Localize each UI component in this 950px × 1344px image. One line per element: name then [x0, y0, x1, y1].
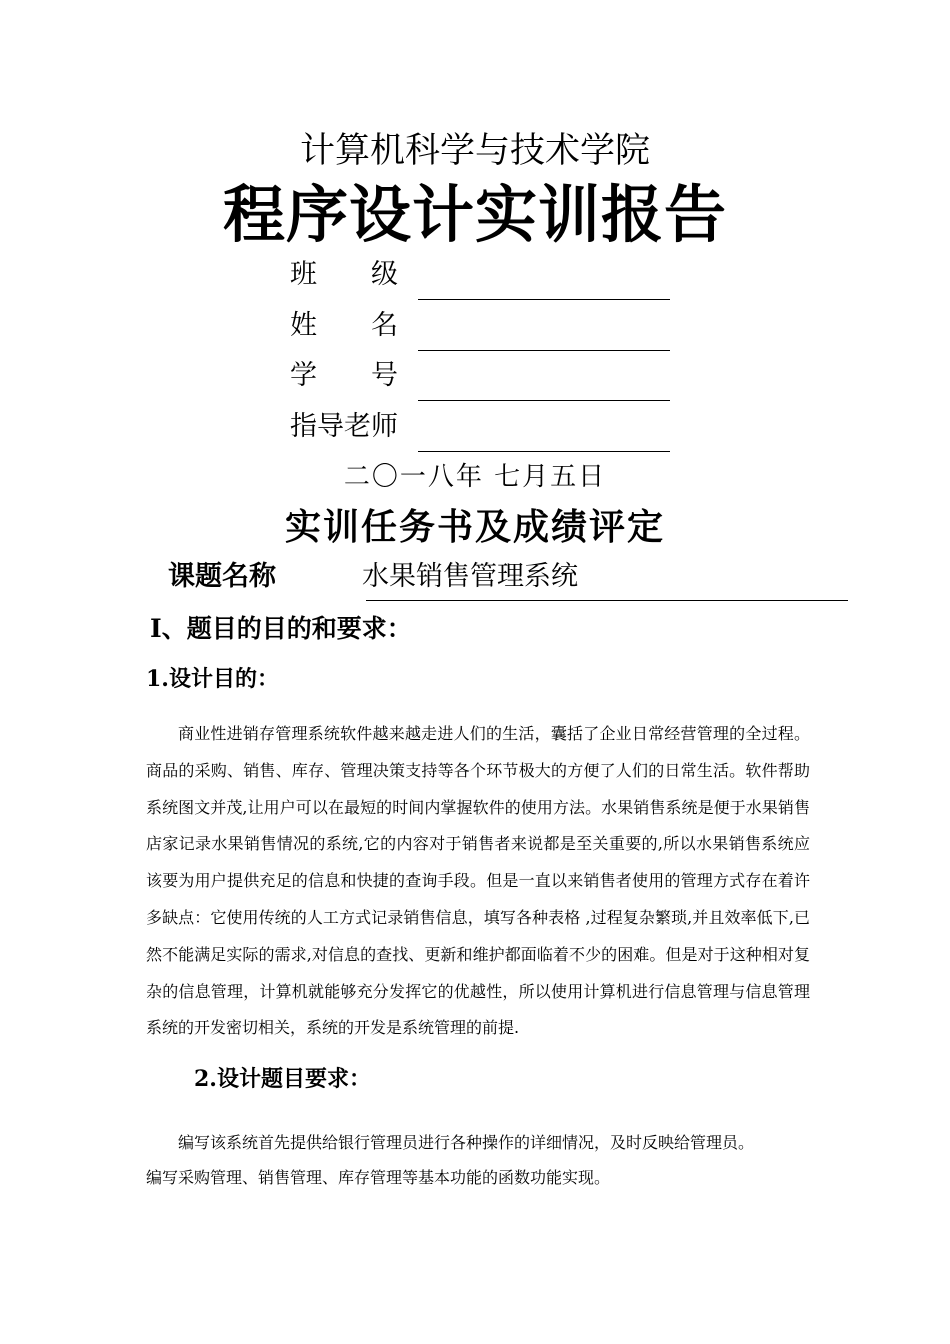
design-purpose-paragraph: 商业性进销存管理系统软件越来越走进人们的生活，囊括了企业日常经营管理的全过程。商品的采购、销售、库存、管理决策支持等各个环节极大的方便了人们的日常生活。软件帮助系统图文并茂,让用户可以在最短的时间内掌握软件的使用方法。水果销售系统是便于水果销售店家记录水果销售情况的系统,它的内容对于销售者来说都是至关重要的,所以水果销售系统应该要为用户提供充足的信息和快捷的查询手段。但是一直以来销售者使用的管理方式存在着许多缺点：它使用传统的人工方式记录销售信息，填写各种表格 ,过程复杂繁琐,并且效率低下,已然不能满足实际的需求,对信息的查找、更新和维护都面临着不少的困难。但是对于这种相对复杂的信息管理，计算机就能够充分发挥它的优越性，所以使用计算机进行信息管理与信息管理系统的开发密切相关，系统的开发是系统管理的前提. — [146, 724, 810, 1038]
report-date: 二〇一八年 七月五日 — [343, 462, 607, 492]
info-field-underline — [418, 451, 670, 452]
info-field-label: 指导老师 — [290, 411, 398, 442]
info-field-name — [290, 305, 690, 355]
topic-value: 水果销售管理系统 — [362, 561, 578, 592]
info-field-student-id — [290, 355, 690, 405]
info-field-underline — [418, 299, 670, 300]
design-purpose-heading: 1.设计目的： — [146, 666, 279, 692]
info-field-label: 姓 名 — [290, 310, 398, 341]
info-field-label: 班 级 — [290, 259, 398, 290]
info-field-advisor — [290, 406, 690, 456]
report-title: 程序设计实训报告 — [222, 178, 727, 251]
info-field-underline — [418, 350, 670, 351]
design-requirements-line: 编写采购管理、销售管理、库存管理等基本功能的函数功能实现。 — [146, 1168, 611, 1187]
design-requirements-heading: 2.设计题目要求： — [194, 1066, 371, 1092]
college-name: 计算机科学与技术学院 — [299, 131, 650, 171]
task-title: 实训任务书及成绩评定 — [284, 506, 665, 548]
topic-label: 课题名称 — [168, 561, 276, 592]
section-heading-purpose-requirements: Ⅰ、题目的目的和要求： — [150, 614, 412, 643]
topic-underline — [366, 600, 848, 601]
design-requirements-line: 编写该系统首先提供给银行管理员进行各种操作的详细情况，及时反映给管理员。 — [178, 1133, 755, 1152]
info-field-label: 学 号 — [290, 360, 398, 391]
info-field-class — [290, 254, 690, 304]
info-field-underline — [418, 400, 670, 401]
